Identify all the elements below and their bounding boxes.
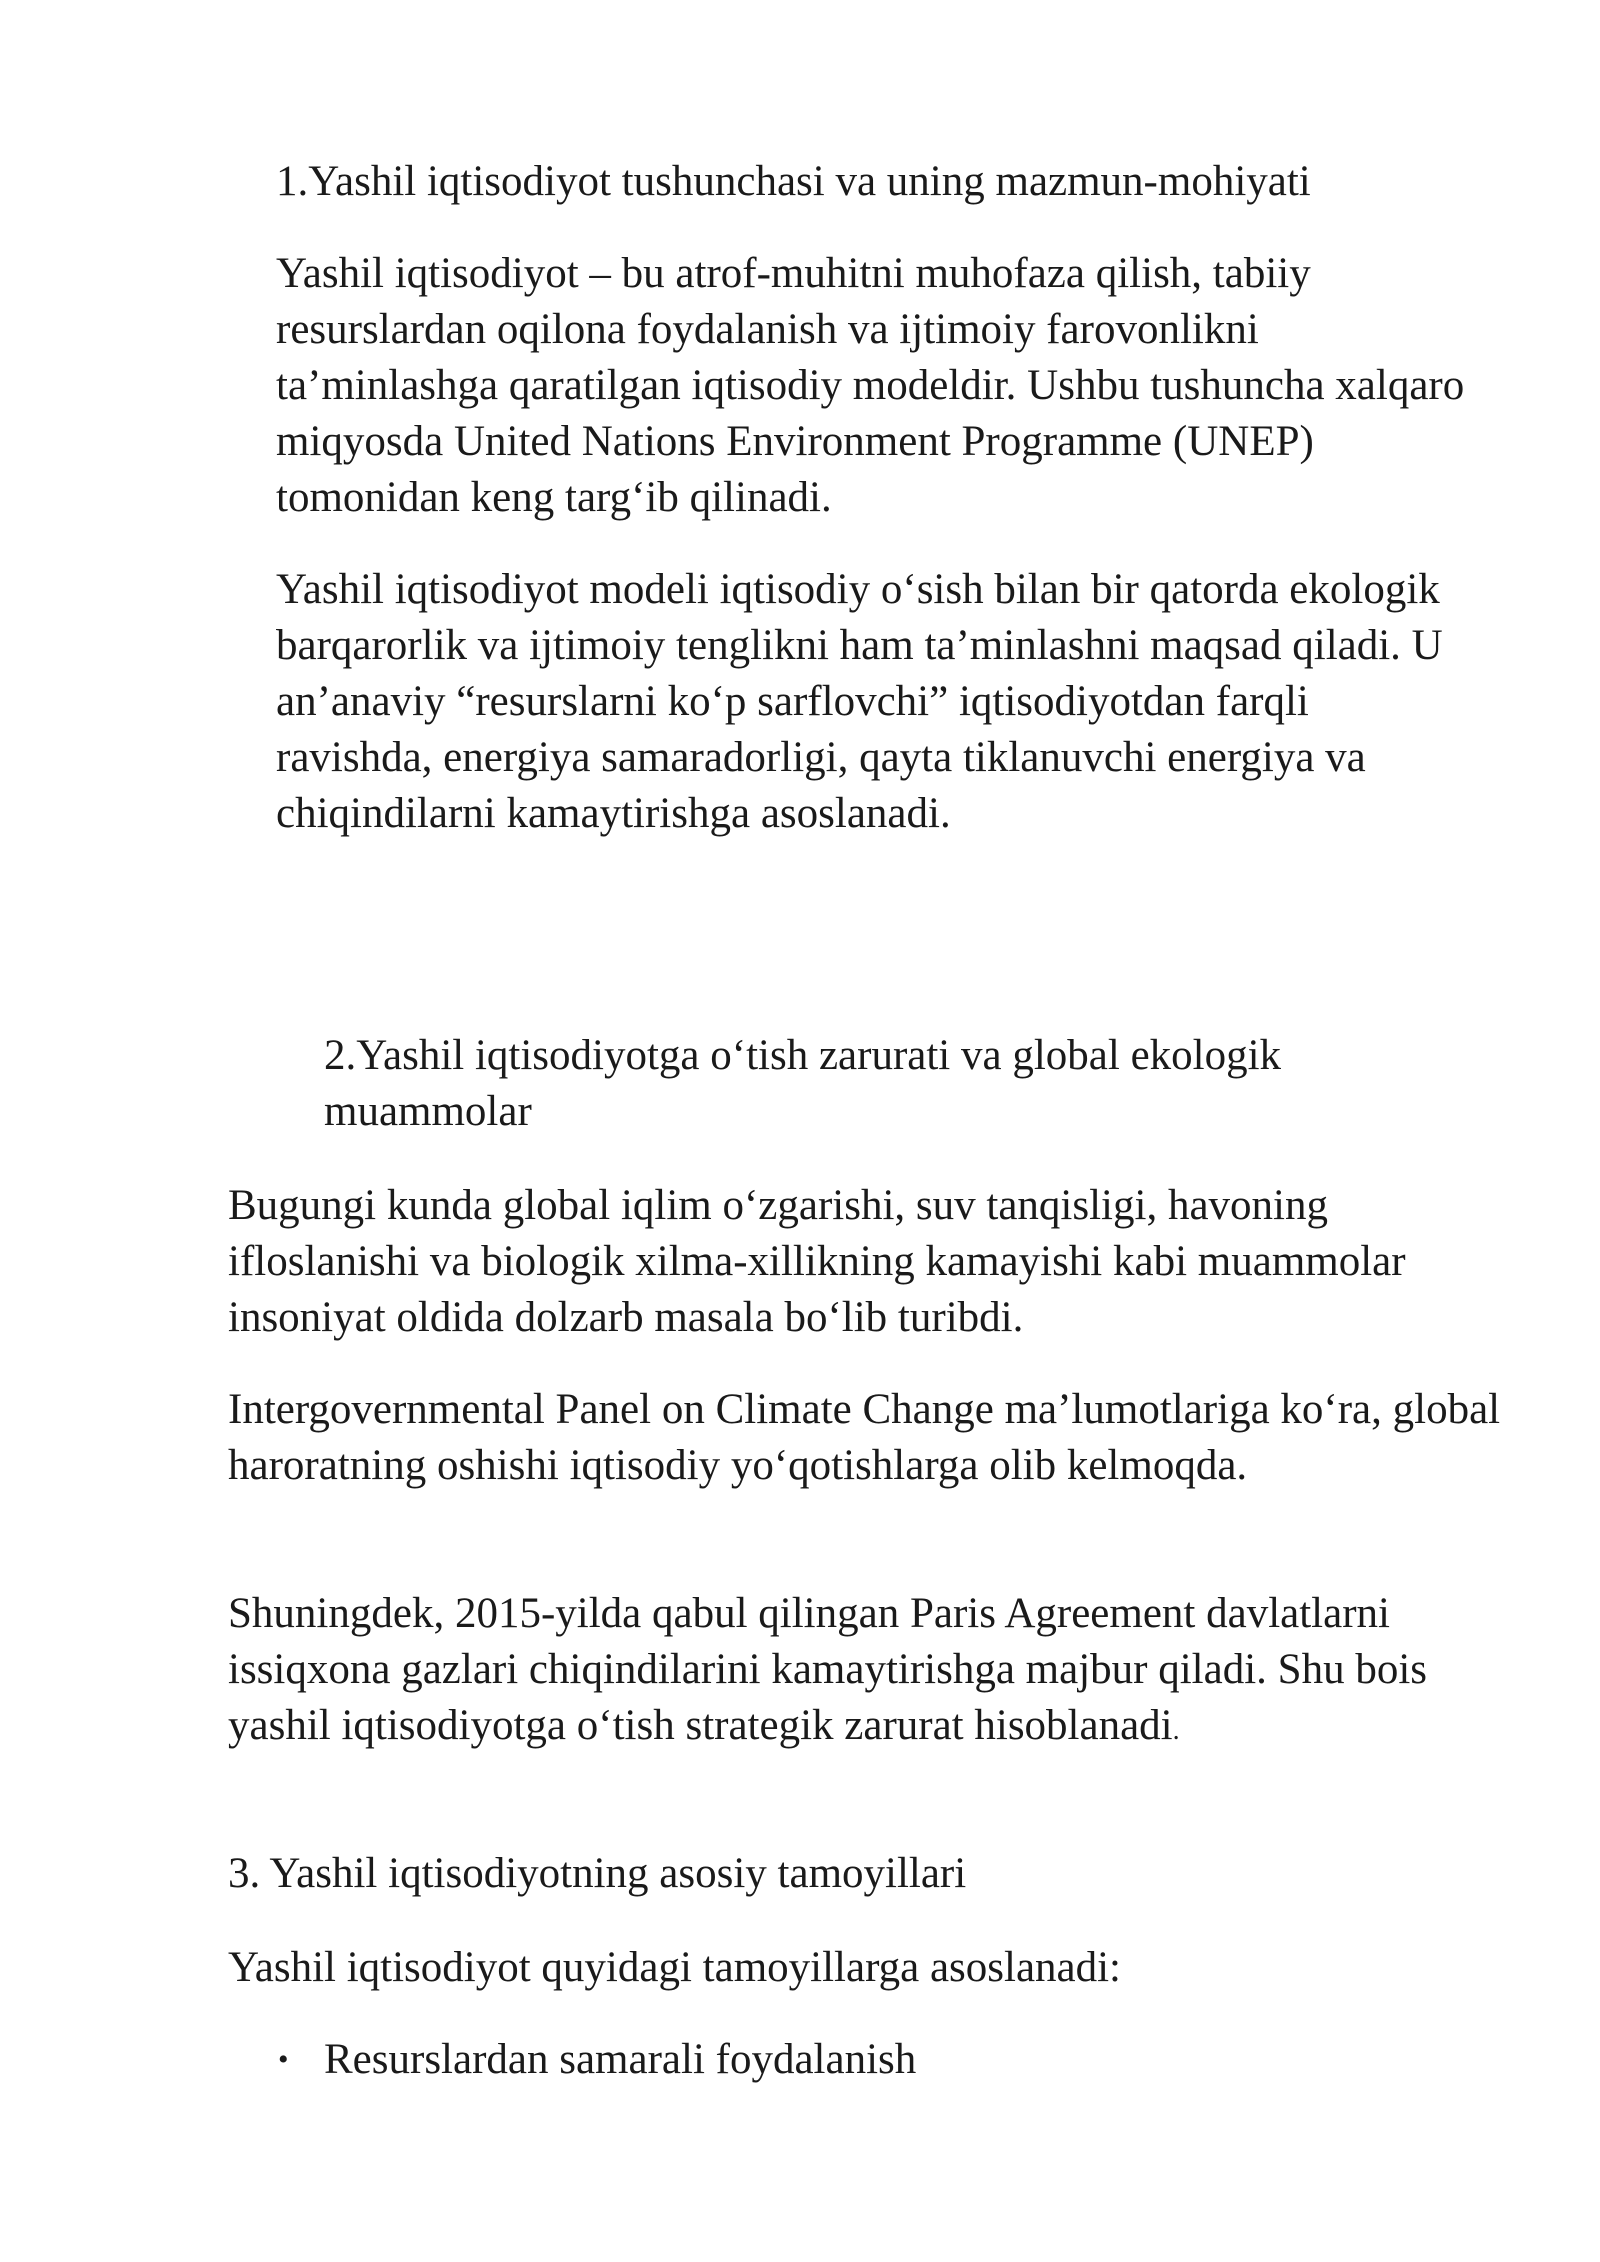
list-item <box>228 2032 1508 2088</box>
section-3-heading: 3. Yashil iqtisodiyotning asosiy tamoyillari <box>228 1850 967 1897</box>
section-2-heading: 2.Yashil iqtisodiyotga o‘tish zarurati va global ekologik muammolar <box>324 1032 1282 1135</box>
principles-list <box>228 2032 1508 2088</box>
section-1-heading: 1.Yashil iqtisodiyot tushunchasi va uning mazmun-mohiyati <box>276 158 1311 205</box>
bullet-icon: • <box>278 2043 289 2076</box>
section-2-paragraph-3-text: Shuningdek, 2015-yilda qabul qilingan Paris Agreement davlatlarni issiqxona gazlari chiqindilarini kamaytirishga majbur qiladi. Shu bois yashil iqtisodiyotga o‘tish strategik zarurat hisoblanadi <box>228 1590 1428 1749</box>
trailing-dot: . <box>1172 1715 1180 1746</box>
section-2-paragraph-1: Bugungi kunda global iqlim o‘zgarishi, suv tanqisligi, havoning ifloslanishi va biologik xilma-xillikning kamayishi kabi muammolar insoniyat oldida dolzarb masala bo‘lib turibdi. <box>228 1182 1406 1341</box>
section-1-paragraph-1: Yashil iqtisodiyot – bu atrof-muhitni muhofaza qilish, tabiiy resurslardan oqilona foydalanish va ijtimoiy farovonlikni ta’minlashga qaratilgan iqtisodiy modeldir. Ushbu tushuncha xalqaro miqyosda United Nations Environment Programme (UNEP) tomonidan keng targ‘ib qilinadi. <box>276 250 1465 521</box>
section-2-paragraph-2: Intergovernmental Panel on Climate Change ma’lumotlariga ko‘ra, global haroratning oshishi iqtisodiy yo‘qotishlarga olib kelmoqda. <box>228 1386 1501 1489</box>
section-2-paragraph-3 <box>228 1586 1508 1759</box>
list-item-text: Resurslardan samarali foydalanish <box>324 2036 917 2083</box>
section-3-intro: Yashil iqtisodiyot quyidagi tamoyillarga asoslanadi: <box>228 1944 1122 1991</box>
section-1-paragraph-2: Yashil iqtisodiyot modeli iqtisodiy o‘sish bilan bir qatorda ekologik barqarorlik va ijtimoiy tenglikni ham ta’minlashni maqsad qiladi. U an’anaviy “resurslarni ko‘p sarflovchi” iqtisodiyotdan farqli ravishda, energiya samaradorligi, qayta tiklanuvchi energiya va chiqindilarni kamaytirishga asoslanadi. <box>276 566 1443 837</box>
